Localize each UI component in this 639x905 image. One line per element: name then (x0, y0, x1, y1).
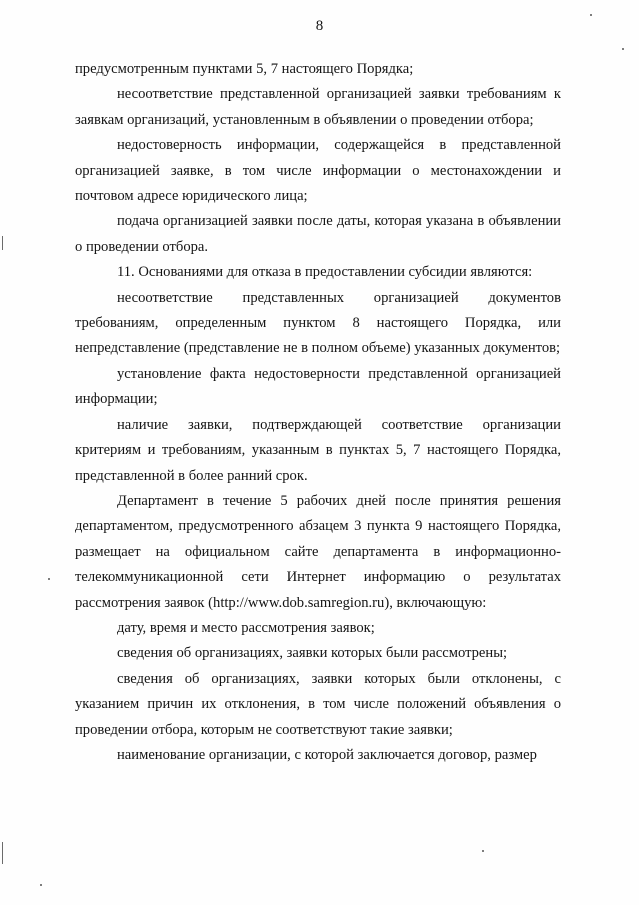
paragraph-refusal-documents: несоответствие представленных организацией документов требованиям, определенным пунктом 8 настоящего Порядка, или непредставление (представление не в полном объеме) указанных документов; (75, 289, 561, 357)
paragraph-refusal-false-info: установление факта недостоверности представленной организацией информации; (75, 365, 561, 408)
scan-speck (482, 850, 484, 852)
paragraph-reason-mismatch: несоответствие представленной организацией заявки требованиям к заявкам организаций, установленным в объявлении о проведении отбора; (75, 86, 561, 128)
page-number: 8 (315, 18, 324, 34)
paragraph-section-11-heading: 11. Основаниями для отказа в предоставлении субсидии являются: (117, 264, 533, 281)
scan-speck (590, 14, 592, 16)
paragraph-reason-false-info: недостоверность информации, содержащейся в представленной организацией заявке, в том числе информации о местонахождении и почтовом адресе юридического лица; (75, 137, 561, 205)
list-item-date-time-place: дату, время и место рассмотрения заявок; (117, 619, 375, 636)
scan-edge-mark (2, 842, 3, 864)
scan-speck (40, 884, 42, 886)
scan-speck (622, 48, 624, 50)
list-item-reviewed-organizations: сведения об организациях, заявки которых были рассмотрены; (117, 645, 508, 662)
paragraph-continuation: предусмотренным пунктами 5, 7 настоящего Порядка; (75, 61, 414, 77)
paragraph-reason-late-submission: подача организацией заявки после даты, которая указана в объявлении о проведении отбора. (75, 213, 561, 255)
scan-edge-mark (2, 236, 3, 250)
paragraph-refusal-earlier-application: наличие заявки, подтверждающей соответствие организации критериям и требованиям, указанным в пунктах 5, 7 настоящего Порядка, представленной в более ранний срок. (75, 416, 561, 484)
list-item-rejected-organizations: сведения об организациях, заявки которых были отклонены, с указанием причин их отклонения, в том числе положений объявления о проведении отбора, которым не соответствуют такие заявки; (75, 670, 561, 738)
list-item-contract-organization: наименование организации, с которой заключается договор, размер (117, 746, 537, 763)
paragraph-department-publication: Департамент в течение 5 рабочих дней после принятия решения департаментом, предусмотренного абзацем 3 пункта 9 настоящего Порядка, размещает на официальном сайте департамента в информационно-телекоммуникационной сети Интернет информацию о результатах рассмотрения заявок (http://www.dob.samregion.ru), включающую: (75, 492, 561, 611)
scan-speck (48, 578, 50, 580)
document-body (75, 57, 561, 768)
